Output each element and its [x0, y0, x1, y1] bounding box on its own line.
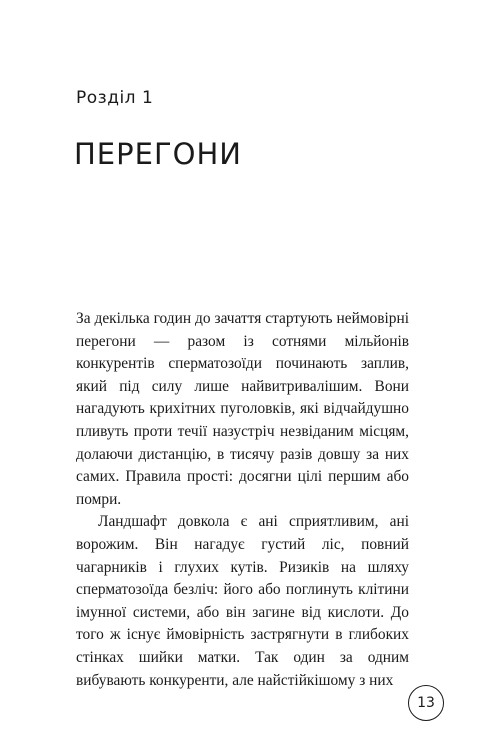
paragraph: Ландшафт довкола є ані сприятливим, ані ворожим. Він нагадує густий ліс, повний чагарників і глухих кутів. Ризиків на шляху сперматозоїда безліч: його або поглинуть клітини імунної системи, або він загине від кислоти. До того ж існує ймовірність застрягнути в глибоких стінках шийки матки. Так один за одним вибувають конкуренти, але найстійкішому з них — [76, 513, 409, 689]
chapter-title: ПЕРЕГОНИ — [74, 137, 242, 172]
chapter-label: Розділ 1 — [76, 88, 154, 108]
page-number: 13 — [408, 685, 444, 721]
body-text — [76, 308, 409, 692]
paragraph: За декілька годин до зачаття стартують неймовірні перегони — разом із сотнями мільйонів конкурентів сперматозоїди починають заплив, який під силу лише найвитривалішим. Вони нагадують крихітних пуголовків, які відчайдушно пливуть проти течії назустріч незвіданим місцям, долаючи дистанцію, в тисячу разів довшу за них самих. Правила прості: досягни цілі першим або помри. — [76, 310, 409, 508]
